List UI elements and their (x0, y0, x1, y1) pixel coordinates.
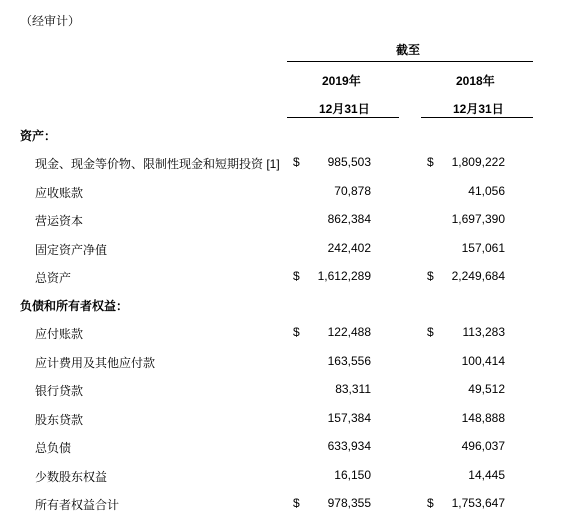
value-2019: 978,355 (327, 496, 371, 510)
value-2018: 148,888 (461, 411, 505, 425)
dollar-sign-2018: $ (427, 155, 434, 169)
row-label: 现金、现金等价物、限制性现金和短期投资 [1] (35, 157, 280, 171)
column-year-2018: 2018年 (456, 74, 495, 88)
row-label: 总负债 (35, 441, 72, 455)
row-label: 股东贷款 (35, 413, 84, 427)
period-header-rule (287, 61, 533, 62)
value-2018: 157,061 (461, 241, 505, 255)
row-label: 银行贷款 (35, 384, 84, 398)
column-2019-rule (287, 117, 399, 118)
row-label: 应收账款 (35, 186, 84, 200)
value-2019: 70,878 (334, 184, 371, 198)
value-2018: 49,512 (468, 382, 505, 396)
dollar-sign-2018: $ (427, 325, 434, 339)
value-2019: 122,488 (327, 325, 371, 339)
value-2018: 41,056 (468, 184, 505, 198)
row-label: 应计费用及其他应付款 (35, 356, 156, 370)
dollar-sign-2019: $ (293, 269, 300, 283)
section-title: 负债和所有者权益： (20, 299, 129, 313)
dollar-sign-2019: $ (293, 496, 300, 510)
dollar-sign-2018: $ (427, 269, 434, 283)
column-date-2019: 12月31日 (319, 102, 370, 116)
column-year-2019: 2019年 (322, 74, 361, 88)
row-label: 固定资产净值 (35, 243, 108, 257)
row-label: 少数股东权益 (35, 470, 108, 484)
value-2019: 157,384 (327, 411, 371, 425)
row-label: 所有者权益合计 (35, 498, 120, 512)
value-2019: 242,402 (327, 241, 371, 255)
row-label: 营运资本 (35, 214, 84, 228)
value-2018: 1,809,222 (451, 155, 505, 169)
value-2019: 1,612,289 (317, 269, 371, 283)
value-2019: 985,503 (327, 155, 371, 169)
value-2018: 14,445 (468, 468, 505, 482)
value-2019: 633,934 (327, 439, 371, 453)
section-title: 资产： (20, 129, 57, 143)
column-date-2018: 12月31日 (453, 102, 504, 116)
value-2018: 1,697,390 (451, 212, 505, 226)
row-label: 应付账款 (35, 327, 84, 341)
dollar-sign-2018: $ (427, 496, 434, 510)
value-2019: 83,311 (335, 382, 371, 396)
value-2018: 1,753,647 (451, 496, 505, 510)
dollar-sign-2019: $ (293, 325, 300, 339)
audited-note: （经审计） (20, 14, 81, 28)
value-2019: 862,384 (327, 212, 371, 226)
value-2019: 16,150 (334, 468, 371, 482)
row-label: 总资产 (35, 271, 72, 285)
column-2018-rule (421, 117, 533, 118)
value-2018: 2,249,684 (451, 269, 505, 283)
dollar-sign-2019: $ (293, 155, 300, 169)
value-2018: 113,283 (462, 325, 505, 339)
value-2019: 163,556 (327, 354, 371, 368)
value-2018: 100,414 (461, 354, 505, 368)
period-header: 截至 (396, 43, 421, 57)
value-2018: 496,037 (461, 439, 505, 453)
